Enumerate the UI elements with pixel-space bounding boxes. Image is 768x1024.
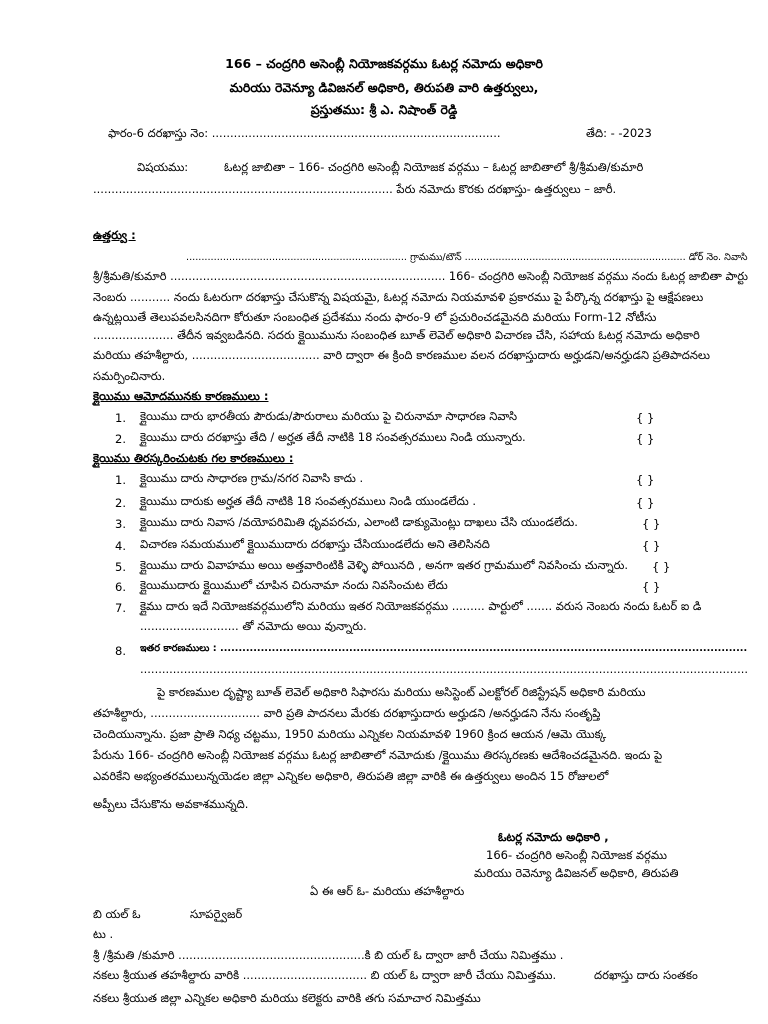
rejection-item-box: { } [636, 473, 655, 487]
rejection-item-box: { } [642, 580, 661, 594]
signature-constituency: 166- చంద్రగిరి అసెంబ్లీ నియోజక వర్గము [486, 848, 668, 862]
approval-item-number: 2. [115, 432, 126, 446]
conclusion-line-5: ఎవరికేని అభ్యంతరములున్నయెడల జిల్లా ఎన్నికల అధికారి, తిరుపతి జిల్లా వారికి ఈ ఉత్తర్వులు అందిన 15 రోజులలో [93, 769, 609, 783]
applicant-signature-label: దరఖాస్తు దారు సంతకం [594, 968, 698, 982]
conclusion-line-2: తహశీల్దారు, .............................. వారి ప్రతి పాదనలు మేరకు దరఖాస్తుదారు అర్హుడని /అనర్హుడని నేను సంతృప్తి [93, 706, 601, 720]
rejection-item-number: 3. [115, 517, 126, 531]
header-title-line-1: 166 – చంద్రగిరి అసెంబ్లీ నియోజకవర్గము ఓటర్ల నమోదు అధికారి [225, 56, 543, 71]
order-line-4: ఉన్నట్లయితే తెలుపవలసినదిగా కోరుతూ సంబంధిత ప్రదేశము నందు ఫారం-9 లో ప్రచురించడమైనది మరియు Form-12 నోటీసు [93, 310, 657, 324]
other-reasons-number: 8. [115, 644, 126, 658]
footer-to: టు . [93, 927, 114, 941]
rejection-item-text: క్లైయిము దారుకు అర్హత తేదీ నాటికి 18 సంవత్సరములు నిండి యుండలేదు . [140, 494, 477, 508]
order-line-5: ...................... తేదీన ఇవ్వబడినది. సదరు క్లైయిమును సంబంధిత బూత్ లెవెల్ అధికారి విచారణ చేసి, సహాయ ఓటర్ల నమోదు అధికారి [93, 328, 700, 342]
rejection-item-number: 6. [115, 580, 126, 594]
order-heading: ఉత్తర్వు : [93, 228, 136, 242]
conclusion-line-1: పై కారణముల దృష్ట్యా బూత్ లెవెల్ అధికారి సిఫారసు మరియు అసిస్టెంట్ ఎలక్టోరల్ రిజిస్ట్రేషన్ అధికారి మరియు [157, 685, 646, 699]
conclusion-line-3: చెందియున్నాను. ప్రజా ప్రాతి నిధ్య చట్టము, 1950 మరియు ఎన్నికల నియమావళి 1960 క్రింద ఆయన /ఆమె యొక్క [93, 727, 607, 741]
form-number: ఫారం-6 దరఖాస్తు నెం: ............................................................................... [108, 126, 501, 140]
rejection-item-box: { } [652, 560, 671, 574]
rejection-item-text: క్లైము దారు ఇదే నియోజకవర్గములోని మరియు ఇతర నియోజకవర్గము ......... పార్టులో ....... వరుస నెంబరు నందు ఓటర్ ఐ డి [140, 599, 702, 613]
rejection-item-box: { } [642, 517, 661, 531]
subject-line-2: .................................................................................. పేరు నమోదు కొరకు దరఖాస్తు- ఉత్తర్వులు – జారీ. [93, 182, 617, 196]
rejection-item-box: { } [636, 496, 655, 510]
other-reasons-dots: ....................................................................................................................................................................... [140, 662, 748, 676]
conclusion-line-6: అప్పీలు చేసుకొను అవకాశమున్నది. [93, 797, 249, 811]
footer-copy-line-1: శ్రీ /శ్రీమతి /కుమారి ...................................................కి బి యల్ ఓ ద్వారా జారీ చేయు నిమిత్తము . [93, 948, 564, 962]
rejection-item-text: విచారణ సమయములో క్లైయిముదారు దరఖాస్తు చేసియుండలేదు అని తెలిసినది [140, 537, 490, 551]
approval-heading: క్లైయిము ఆమోదమునకు కారణములు : [93, 389, 269, 403]
rejection-item-text: క్లైయిముదారు క్లైయిములో చూపిన చిరునామా నందు నివసించుట లేదు [140, 578, 448, 592]
approval-item-text: క్లైయిము దారు భారతీయ పౌరుడు/పౌరురాలు మరియు పై చిరునామా సాధారణ నివాసి [140, 409, 518, 423]
signature-aero: ఏ ఈ ఆర్ ఓ- మరియు తహశీల్దారు [310, 884, 465, 898]
approval-item-text: క్లైయిము దారు దరఖాస్తు తేది / అర్హత తేదీ నాటికి 18 సంవత్సరములు నిండి యున్నారు. [140, 430, 526, 444]
rejection-item-number: 5. [115, 560, 126, 574]
header-title-line-3: ప్రస్తుతము: శ్రీ ఎ. నిషాంత్ రెడ్డి [310, 102, 458, 117]
form-date: తేది: - -2023 [586, 126, 652, 140]
rejection-item-box: { } [642, 539, 661, 553]
footer-blo: బి యల్ ఓ [93, 907, 141, 921]
rejection-heading: క్లైయిము తిరస్కరించుటకు గల కారణములు : [93, 451, 294, 465]
rejection-item-number: 1. [115, 473, 126, 487]
approval-item-box: { } [636, 432, 655, 446]
rejection-item-text: క్లైయిము దారు నివాస /వయోపరిమితి ధృవపరచు, ఎలాంటి డాక్యుమెంట్లు దాఖలు చేసి యుండలేదు. [140, 515, 578, 529]
rejection-item-number: 4. [115, 539, 126, 553]
order-line-2: శ్రీ/శ్రీమతి/కుమారి ............................................................................ 166- చంద్రగిరి అసెంబ్లీ నియోజక వర్గము నందు ఓటర్ల జాబితా పార్టు [93, 269, 748, 283]
signature-title: ఓటర్ల నమోదు అధికారి , [498, 830, 609, 844]
footer-copy-line-3: నకలు శ్రీయుత జిల్లా ఎన్నికల అధికారి మరియు కలెక్టరు వారికి తగు సమాచార నిమిత్తము [93, 991, 481, 1005]
footer-copy-line-2: నకలు శ్రీయుత తహశీల్దారు వారికి .................................. బి యల్ ఓ ద్వారా జారీ చేయు నిమిత్తము. [93, 968, 557, 982]
footer-supervisor: సూపర్వైజర్ [190, 907, 243, 921]
conclusion-line-4: పేరును 166- చంద్రగిరి అసెంబ్లీ నియోజక వర్గము ఓటర్ల జాబితాలో నమోదుకు /క్లైయిము తిరస్కరణకు ఆదేశించడమైనది. ఇందు పై [93, 748, 663, 762]
other-reasons-label: ఇతర కారణములు : ............................................................................................................................................... [140, 643, 748, 654]
rejection-item-text: క్లైయిము దారు సాధారణ గ్రామ/నగర నివాసి కాదు . [140, 471, 364, 485]
order-line-7: సమర్పించినారు. [93, 369, 166, 383]
subject-label: విషయము: [137, 160, 189, 174]
rejection-item-7-continued: ........................... తో నమోదు అయి వున్నారు. [140, 619, 367, 633]
signature-office: మరియు రెవెన్యూ డివిజనల్ అధికారి, తిరుపతి [474, 866, 679, 880]
subject-line-1: ఓటర్ల జాబితా – 166- చంద్రగిరి అసెంబ్లీ నియోజక వర్గము – ఓటర్ల జాబితాలో శ్రీ/శ్రీమతి/కుమారి [224, 160, 644, 174]
order-line-3: నెంబరు ........... నందు ఓటరుగా దరఖాస్తు చేసుకొన్న విషయమై, ఓటర్ల నమోదు నియమావళి ప్రకారము పై పేర్కొన్న దరఖాస్తు పై ఆక్షేపణలు [93, 290, 704, 304]
rejection-item-text: క్లైయిము దారు వివాహము అయి అత్తవారింటికి వెళ్ళి పోయినది , అనగా ఇతర గ్రామములో నివసించు చున్నారు. [140, 558, 629, 572]
rejection-item-number: 2. [115, 496, 126, 510]
rejection-item-number: 7. [115, 601, 126, 615]
header-title-line-2: మరియు రెవెన్యూ డివిజనల్ అధికారి, తిరుపతి వారి ఉత్తర్వులు, [229, 80, 539, 95]
order-line-6: మరియు తహశీల్దారు, ................................... వారి ద్వారా ఈ క్రింది కారణముల వలన దరఖాస్తుదారు అర్హుడని/అనర్హుడని ప్రతిపాదనలు [93, 348, 711, 362]
approval-item-box: { } [636, 411, 655, 425]
order-line-1: ........................................................................ గ్రామము/టౌన్ ........................................................................ డోర్ నెం. నివాసి [186, 252, 748, 263]
approval-item-number: 1. [115, 411, 126, 425]
